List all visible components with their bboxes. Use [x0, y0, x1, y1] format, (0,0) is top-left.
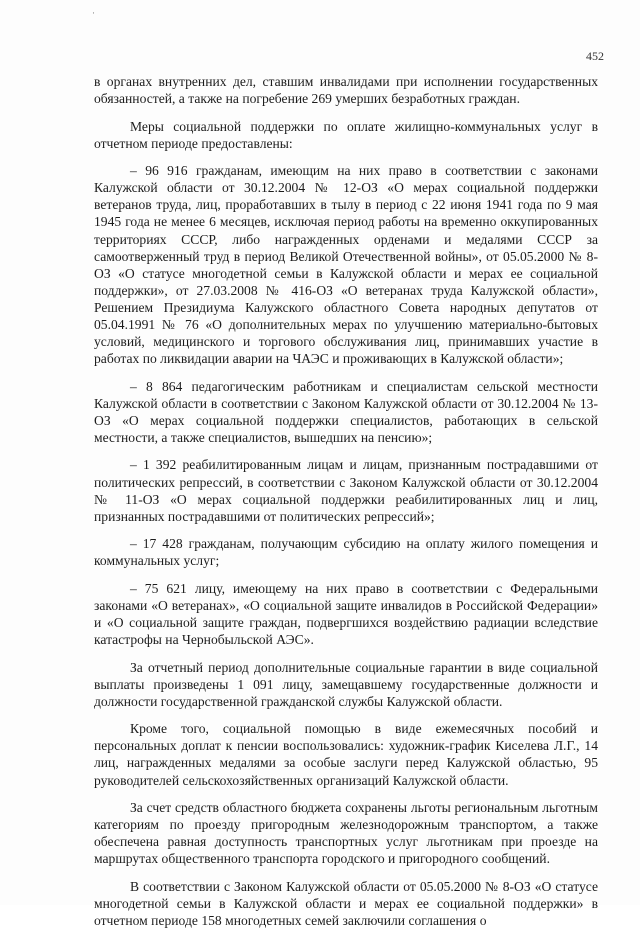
list-item: – 1 392 реабилитированным лицам и лицам, признанным пострадавшими от политических репрессий, в соответствии с Законом Калужской области от 30.12.2004 № 11-ОЗ «О мерах социальной поддержки реабилитированных лиц и лиц, признанных пострадавшими от политических репрессий»; — [94, 457, 598, 524]
list-item: – 17 428 гражданам, получающим субсидию на оплату жилого помещения и коммунальных услуг; — [94, 536, 598, 569]
scan-mark: · — [92, 8, 95, 18]
list-item: – 8 864 педагогическим работникам и специалистам сельской местности Калужской области в соответствии с Законом Калужской области от 30.12.2004 № 13-ОЗ «О мерах социальной поддержки специалистов, работающих в сельской местности, а также специалистов, вышедших на пенсию»; — [94, 378, 598, 445]
paragraph: Кроме того, социальной помощью в виде ежемесячных пособий и персональных доплат к пенсии воспользовались: художник-график Киселева Л.Г., 14 лиц, награжденных медалями за особые заслуги перед Калужской областью, 95 руководителей сельскохозяйственных организаций Калужской области. — [94, 721, 598, 788]
document-body — [94, 73, 598, 939]
page-number: 452 — [586, 49, 604, 63]
paragraph-continuation: в органах внутренних дел, ставшим инвалидами при исполнении государственных обязанностей, а также на погребение 269 умерших безработных граждан. — [94, 74, 598, 107]
paragraph: В соответствии с Законом Калужской области от 05.05.2000 № 8-ОЗ «О статусе многодетной семьи в Калужской области и мерах ее социальной поддержки» в отчетном периоде 158 многодетных семей заключили соглашения о — [94, 878, 598, 928]
paragraph: Меры социальной поддержки по оплате жилищно-коммунальных услуг в отчетном периоде предоставлены: — [94, 118, 598, 151]
list-item: – 75 621 лицу, имеющему на них право в соответствии с Федеральными законами «О ветеранах», «О социальной защите инвалидов в Российской Федерации» и «О социальной защите граждан, подвергшихся воздействию радиации вследствие катастрофы на Чернобыльской АЭС». — [94, 580, 598, 648]
paragraph: За отчетный период дополнительные социальные гарантии в виде социальной выплаты произведены 1 091 лицу, замещавшему государственные должности и должности государственной гражданской службы Калужской области. — [94, 659, 598, 709]
list-item: – 96 916 гражданам, имеющим на них право в соответствии с законами Калужской области от 30.12.2004 № 12-ОЗ «О мерах социальной поддержки ветеранов труда, лиц, проработавших в тылу в период с 22 июня 1941 года по 9 мая 1945 года не менее 6 месяцев, исключая период работы на временно оккупированных территориях СССР, либо награжденных орденами и медалями СССР за самоотверженный труд в период Великой Отечественной войны», от 05.05.2000 № 8-ОЗ «О статусе многодетной семьи в Калужской области и мерах ее социальной поддержки», от 27.03.2008 № 416-ОЗ «О ветеранах труда Калужской области», Решением Президиума Калужского областного Совета народных депутатов от 05.04.1991 № 76 «О дополнительных мерах по улучшению материально-бытовых условий, медицинского и торгового обслуживания лиц, принимавших участие в работах по ликвидации аварии на ЧАЭС и проживающих в Калужской области»; — [94, 163, 598, 367]
paragraph: За счет средств областного бюджета сохранены льготы региональным льготным категориям по проезду пригородным железнодорожным транспортом, а также обеспечена равная доступность транспортных услуг льготникам при проезде на маршрутах общественного транспорта городского и пригородного сообщений. — [94, 799, 598, 867]
